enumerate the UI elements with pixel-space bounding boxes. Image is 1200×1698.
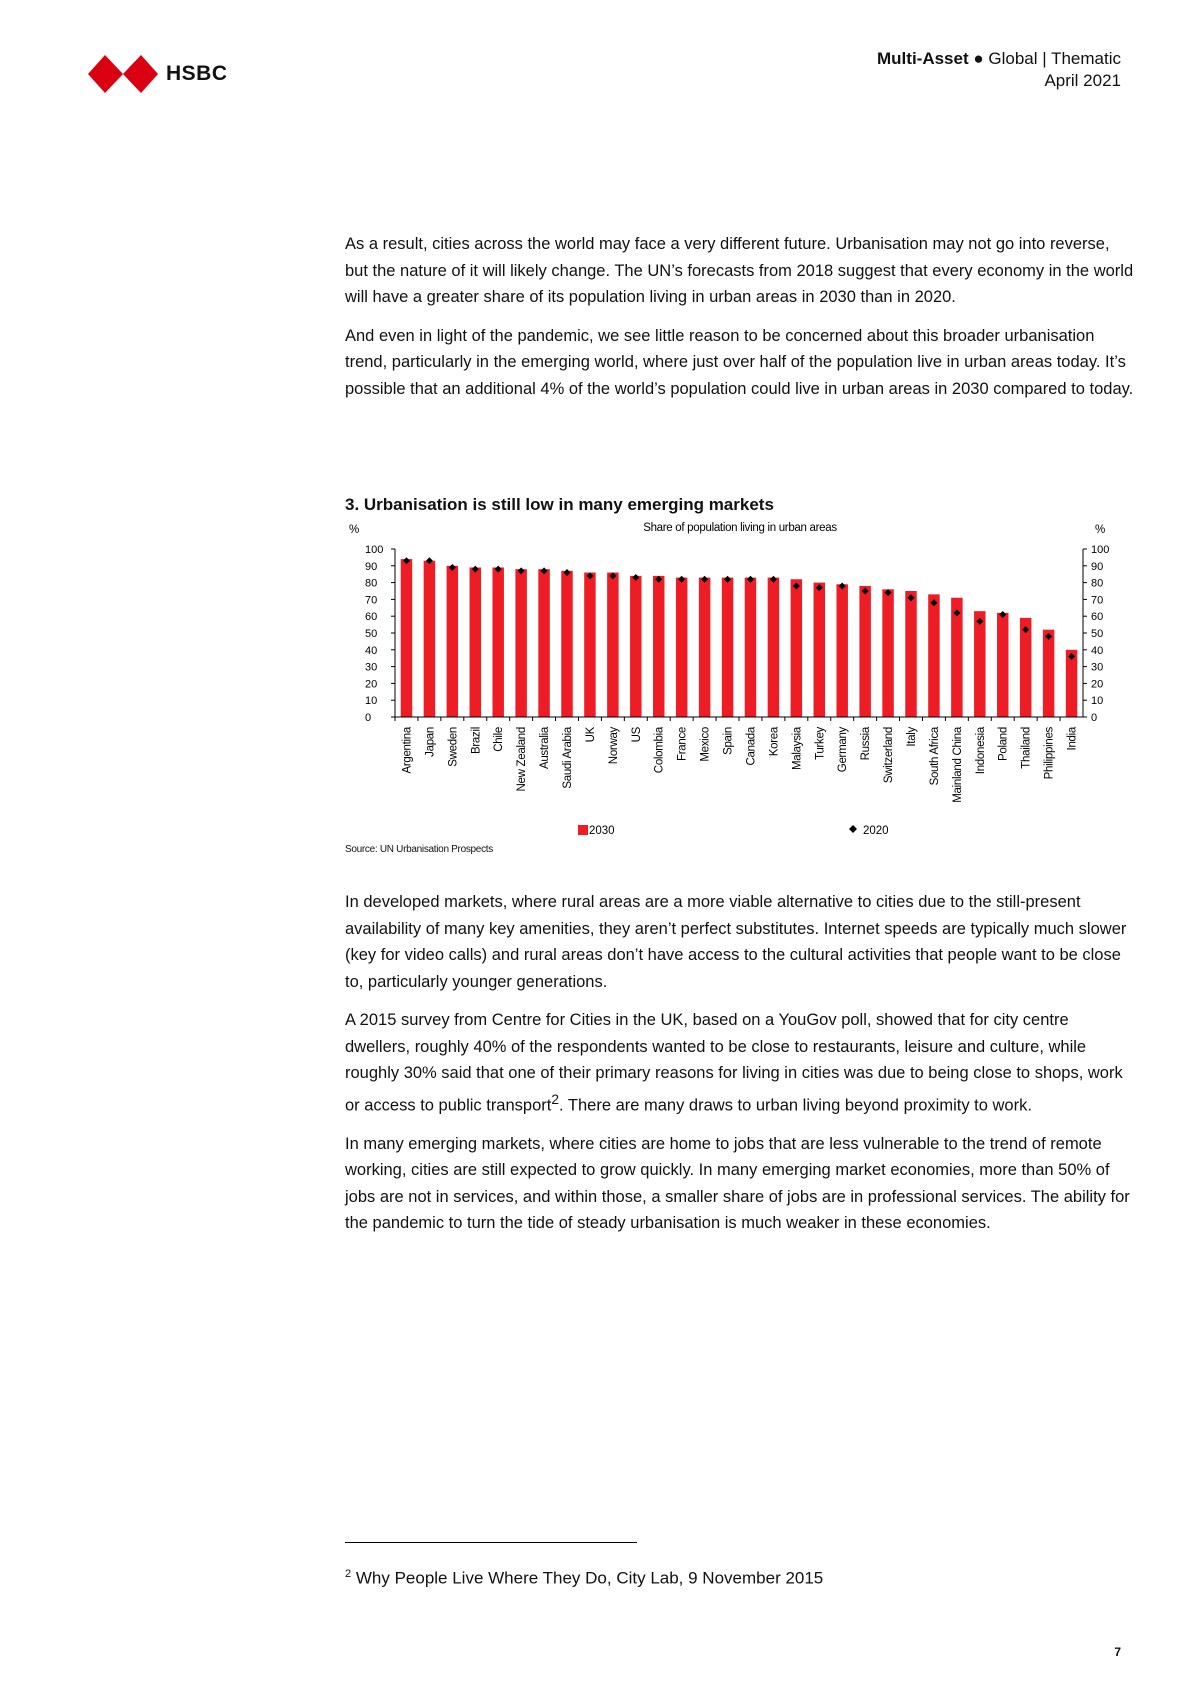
footnote-divider	[345, 1542, 637, 1543]
x-tick-label: Italy	[906, 727, 918, 747]
y-tick-label-right: 70	[1091, 594, 1104, 607]
footnote-number: 2	[345, 1568, 352, 1580]
x-tick-label: India	[1066, 727, 1079, 751]
y-tick-label-left: 60	[365, 611, 378, 624]
bar-2030	[653, 576, 664, 717]
bar-2030	[859, 586, 870, 717]
bar-2030	[791, 579, 802, 717]
x-tick-label: France	[676, 727, 689, 761]
x-tick-label: Indonesia	[974, 727, 987, 775]
x-tick-label: Mainland China	[951, 727, 964, 803]
bar-2030	[768, 578, 779, 717]
x-tick-label: Argentina	[401, 727, 414, 774]
body-paragraph-1: In developed markets, where rural areas are a more viable alternative to cities due to the still-present availability of many key amenities, they aren’t perfect substitutes. Internet speeds are typically much slower (key for video calls) and rural areas don’t have access to the cultural activities that people want to be close to, particularly younger generations.	[345, 893, 1127, 991]
y-tick-label-left: 20	[365, 678, 378, 691]
intro-text	[345, 231, 1135, 414]
x-tick-label: Canada	[745, 727, 758, 766]
y-tick-label-left: 50	[365, 628, 378, 640]
bar-2030	[561, 571, 572, 717]
report-category: Multi-Asset	[877, 49, 969, 68]
x-tick-label: Russia	[860, 727, 873, 761]
body-text-after-chart	[345, 889, 1135, 1249]
y-tick-label-left: 100	[365, 544, 384, 556]
x-tick-label: Poland	[997, 727, 1010, 762]
logo-text: HSBC	[166, 62, 228, 85]
y-tick-label-left: 30	[365, 661, 378, 674]
y-tick-label-right: 60	[1091, 611, 1104, 624]
bar-2030	[699, 578, 710, 717]
x-tick-label: Mexico	[699, 727, 712, 762]
x-tick-label: Switzerland	[883, 727, 896, 784]
x-tick-label: Germany	[837, 727, 850, 773]
bar-2030	[722, 578, 733, 717]
y-tick-label-right: 50	[1091, 628, 1104, 640]
footnote-ref-2[interactable]: 2	[551, 1091, 560, 1107]
intro-paragraph-2: And even in light of the pandemic, we see little reason to be concerned about this broader urbanisation trend, particularly in the emerging world, where just over half of the population live in urban areas today. It’s possible that an additional 4% of the world’s population could live in urban areas in 2030 compared to today.	[345, 326, 1134, 398]
y-tick-label-left: 0	[365, 712, 372, 724]
intro-paragraph-1: As a result, cities across the world may face a very different future. Urbanisation may not go into reverse, but the nature of it will likely change. The UN’s forecasts from 2018 suggest that every economy in the world will have a greater share of its population living in urban areas in 2030 than in 2020.	[345, 235, 1134, 306]
bar-2030	[515, 569, 526, 717]
y-tick-label-right: 40	[1091, 644, 1104, 657]
chart-title: 3. Urbanisation is still low in many emerging markets	[345, 495, 774, 514]
bullet-separator: ●	[973, 49, 984, 68]
x-tick-label: Sweden	[447, 727, 460, 767]
x-tick-label: Malaysia	[791, 727, 804, 770]
bar-2030	[584, 573, 595, 717]
y-tick-label-right: 100	[1091, 544, 1110, 556]
y-tick-label-left: 80	[365, 577, 378, 590]
y-tick-label-right: 0	[1091, 712, 1098, 724]
body-paragraph-3: In many emerging markets, where cities are home to jobs that are less vulnerable to the trend of remote working, cities are still expected to grow quickly. In many emerging market economies, more than 50% of jobs are not in services, and within those, a smaller share of jobs are in professional services. The ability for the pandemic to turn the tide of steady urbanisation is much weaker in these economies.	[345, 1134, 1130, 1232]
body-paragraph-2	[345, 1007, 1135, 1119]
legend-marker-2020	[849, 825, 857, 833]
bar-2030	[447, 566, 458, 717]
body-paragraph-2-text: A 2015 survey from Centre for Cities in the UK, based on a YouGov poll, showed that for city centre dwellers, roughly 40% of the respondents wanted to be close to restaurants, leisure and culture, while roughly 30% said that one of their primary reasons for living in cities was due to being close to shops, work or access to public transport	[345, 1011, 1123, 1114]
x-tick-label: Chile	[493, 727, 506, 752]
x-tick-label: Colombia	[653, 727, 666, 774]
y-tick-label-right: 10	[1091, 695, 1104, 708]
body-paragraph-2-end: . There are many draws to urban living beyond proximity to work.	[559, 1096, 1032, 1114]
x-tick-label: US	[630, 727, 643, 743]
x-tick-label: UK	[584, 727, 597, 743]
x-tick-label: South Africa	[928, 727, 941, 786]
y-tick-label-left: 90	[365, 560, 378, 573]
report-date: April 2021	[1044, 71, 1121, 90]
report-region-theme: Global | Thematic	[988, 49, 1121, 68]
chart-source: Source: UN Urbanisation Prospects	[345, 844, 493, 855]
y-tick-label-right: 20	[1091, 678, 1104, 691]
chart-subtitle: Share of population living in urban areas	[643, 522, 837, 534]
bar-2030	[676, 578, 687, 717]
chart-block	[345, 495, 1135, 855]
bar-2030	[424, 561, 435, 717]
hsbc-logo	[88, 55, 228, 93]
footnote-text: Why People Live Where They Do, City Lab, 9 November 2015	[351, 1568, 824, 1588]
x-tick-label: Spain	[722, 727, 735, 755]
bar-2030	[882, 589, 893, 717]
x-tick-label: Philippines	[1043, 727, 1056, 780]
bar-2030	[492, 567, 503, 717]
report-header	[877, 48, 1121, 92]
page-number: 7	[1114, 1645, 1121, 1659]
bar-2030	[836, 584, 847, 717]
x-tick-label: Australia	[539, 727, 552, 770]
chart-legend	[578, 825, 889, 837]
footnote	[345, 1568, 823, 1589]
x-tick-label: Saudi Arabia	[562, 727, 574, 789]
x-tick-label: Japan	[424, 727, 437, 757]
bar-2030	[814, 583, 825, 717]
legend-swatch-2030	[578, 825, 588, 835]
y-tick-label-right: 30	[1091, 661, 1104, 674]
bar-2030	[470, 567, 481, 717]
legend-label-2020: 2020	[863, 825, 889, 837]
bar-2030	[538, 569, 549, 717]
bar-2030	[607, 573, 618, 717]
bar-2030	[997, 613, 1008, 717]
x-tick-label: Korea	[768, 727, 781, 757]
x-tick-label: Turkey	[814, 727, 827, 760]
x-tick-label: Brazil	[470, 727, 483, 754]
x-tick-label: New Zealand	[516, 727, 529, 792]
bar-2030	[745, 578, 756, 717]
x-tick-label: Thailand	[1020, 727, 1033, 769]
y-tick-label-left: 10	[365, 695, 378, 708]
bar-2030	[401, 559, 412, 717]
legend-label-2030: 2030	[589, 825, 615, 837]
urbanisation-chart	[345, 519, 1135, 839]
bar-2030	[974, 611, 985, 717]
x-tick-label: Norway	[607, 727, 620, 765]
y-tick-label-right: 80	[1091, 577, 1104, 590]
report-category-line	[877, 48, 1121, 70]
bar-2030	[630, 576, 641, 717]
y-tick-label-left: 70	[365, 594, 378, 607]
bar-2030	[1043, 630, 1054, 717]
y-axis-label-left: %	[349, 524, 360, 536]
y-axis-label-right: %	[1095, 524, 1106, 536]
hsbc-hexagon-icon	[88, 55, 158, 93]
bar-2030	[928, 594, 939, 717]
y-tick-label-right: 90	[1091, 560, 1104, 573]
bar-2030	[905, 591, 916, 717]
y-tick-label-left: 40	[365, 644, 378, 657]
